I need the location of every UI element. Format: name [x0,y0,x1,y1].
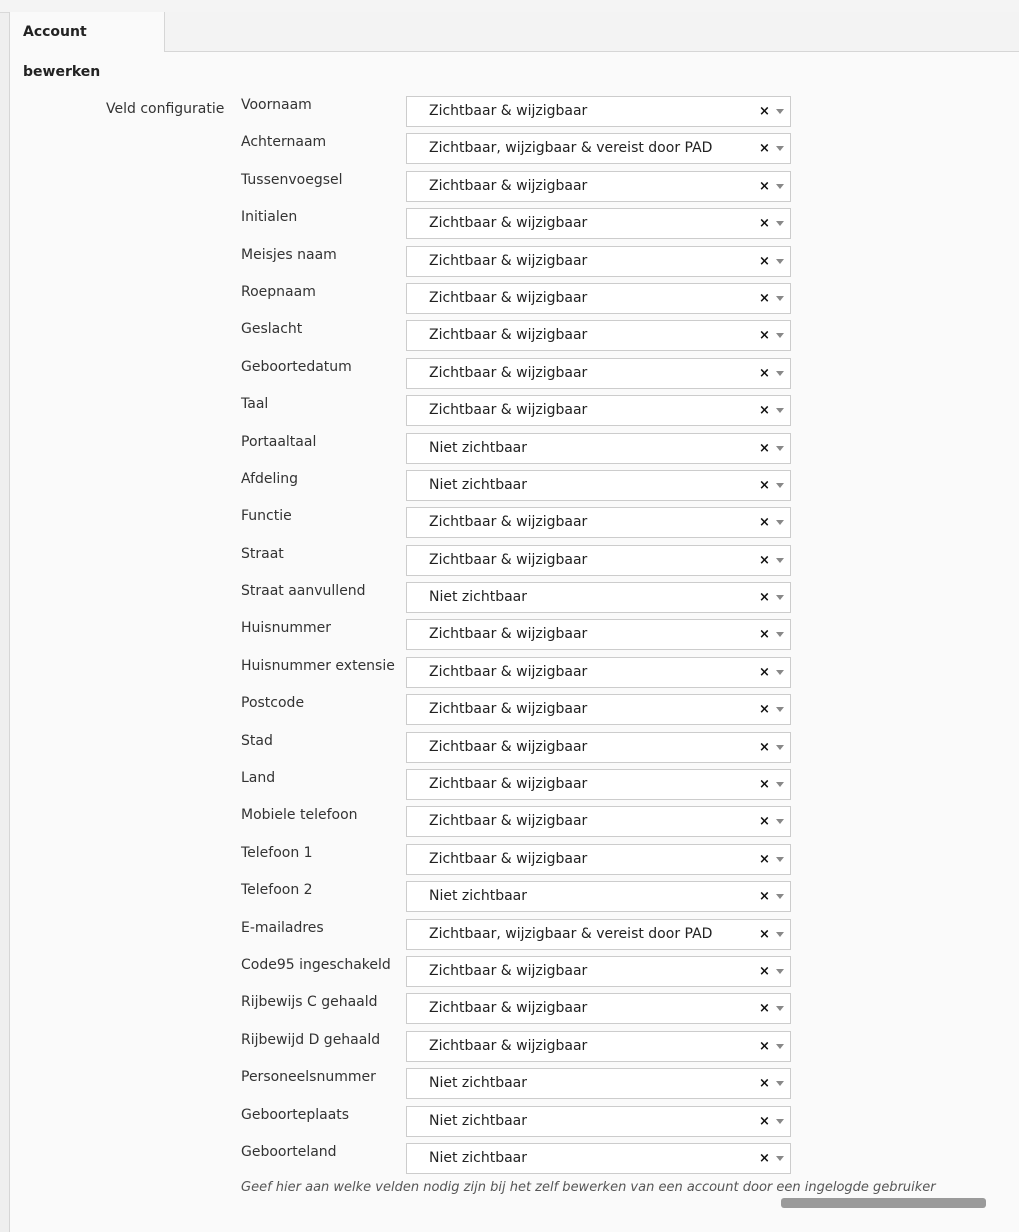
field-row-straat-aanvullend [241,582,801,619]
close-icon[interactable]: × [759,178,770,194]
chevron-down-icon[interactable] [776,1044,784,1049]
close-icon[interactable]: × [759,290,770,306]
visibility-select-stad[interactable] [406,732,791,763]
visibility-select-meisjes-naam[interactable] [406,246,791,277]
field-row-e-mailadres [241,919,801,956]
field-row-telefoon-2 [241,881,801,918]
field-row-functie [241,507,801,544]
field-row-stad [241,732,801,769]
field-label: Straat [241,545,284,562]
visibility-select-geboorteland[interactable] [406,1143,791,1174]
field-label: E-mailadres [241,919,324,936]
close-icon[interactable]: × [759,216,770,232]
close-icon[interactable]: × [759,141,770,157]
chevron-down-icon[interactable] [776,184,784,189]
field-label: Tussenvoegsel [241,171,343,188]
chevron-down-icon[interactable] [776,595,784,600]
field-label: Afdeling [241,470,299,487]
close-icon[interactable]: × [759,963,770,979]
field-row-huisnummer-extensie [241,657,801,694]
select-value: Niet zichtbaar [429,888,528,905]
field-row-initialen [241,208,801,245]
field-label: Taal [241,396,269,413]
field-label: Portaaltaal [241,433,317,450]
close-icon[interactable]: × [759,664,770,680]
visibility-select-taal[interactable] [406,395,791,426]
field-row-straat [241,545,801,582]
select-value: Niet zichtbaar [429,476,528,493]
select-value: Zichtbaar & wijzigbaar [429,215,588,232]
visibility-select-tussenvoegsel[interactable] [406,171,791,202]
visibility-select-roepnaam[interactable] [406,283,791,314]
close-icon[interactable]: × [759,926,770,942]
field-row-postcode [241,694,801,731]
chevron-down-icon[interactable] [776,146,784,151]
field-label: Roepnaam [241,283,316,300]
close-icon[interactable]: × [759,702,770,718]
field-label: Huisnummer [241,620,331,637]
close-icon[interactable]: × [759,515,770,531]
chevron-down-icon[interactable] [776,745,784,750]
select-value: Zichtbaar & wijzigbaar [429,850,588,867]
select-value: Zichtbaar & wijzigbaar [429,551,588,568]
close-icon[interactable]: × [759,403,770,419]
field-row-roepnaam [241,283,801,320]
visibility-select-e-mailadres[interactable] [406,919,791,950]
select-value: Zichtbaar, wijzigbaar & vereist door PAD [429,140,713,157]
field-row-geboortedatum [241,358,801,395]
chevron-down-icon[interactable] [776,221,784,226]
field-row-rijbewijs-c-gehaald [241,993,801,1030]
close-icon[interactable]: × [759,104,770,119]
field-label: Huisnummer extensie [241,657,395,674]
select-value: Niet zichtbaar [429,1112,528,1129]
close-icon[interactable]: × [759,477,770,493]
visibility-select-huisnummer-extensie[interactable] [406,657,791,688]
visibility-select-geboorteplaats[interactable] [406,1106,791,1137]
help-text: Geef hier aan welke velden nodig zijn bij het zelf bewerken van een account door een ingelogde gebruiker [241,1180,936,1195]
field-label: Code95 ingeschakeld [241,956,391,973]
close-icon[interactable]: × [759,253,770,269]
select-value: Zichtbaar & wijzigbaar [429,962,588,979]
close-icon[interactable]: × [759,1001,770,1017]
chevron-down-icon[interactable] [776,483,784,488]
close-icon[interactable]: × [759,1150,770,1166]
field-row-voornaam [241,96,801,133]
select-value: Niet zichtbaar [429,1149,528,1166]
visibility-select-geslacht[interactable] [406,320,791,351]
field-label: Stad [241,732,273,749]
field-label: Telefoon 2 [241,882,313,899]
field-label: Geboortedatum [241,358,352,375]
visibility-select-voornaam[interactable] [406,96,791,127]
close-icon[interactable]: × [759,1113,770,1129]
field-label: Land [241,770,276,787]
field-label: Geboorteland [241,1143,337,1160]
field-row-telefoon-1 [241,844,801,881]
select-value: Zichtbaar & wijzigbaar [429,738,588,755]
select-value: Zichtbaar & wijzigbaar [429,289,588,306]
field-label: Achternaam [241,134,327,151]
select-value: Zichtbaar & wijzigbaar [429,402,588,419]
close-icon[interactable]: × [759,889,770,905]
select-value: Zichtbaar & wijzigbaar [429,177,588,194]
field-row-tussenvoegsel [241,171,801,208]
chevron-down-icon[interactable] [776,109,784,114]
field-label: Functie [241,508,292,525]
field-label: Rijbewijs C gehaald [241,994,378,1011]
field-row-geboorteplaats [241,1106,801,1143]
select-value: Zichtbaar & wijzigbaar [429,663,588,680]
select-value: Zichtbaar & wijzigbaar [429,364,588,381]
field-row-geboorteland [241,1143,801,1180]
visibility-select-postcode[interactable] [406,694,791,725]
field-label: Voornaam [241,97,312,113]
visibility-select-initialen[interactable] [406,208,791,239]
chevron-down-icon[interactable] [776,894,784,899]
close-icon[interactable]: × [759,552,770,568]
field-label: Meisjes naam [241,246,337,263]
visibility-select-mobiele-telefoon[interactable] [406,806,791,837]
chevron-down-icon[interactable] [776,520,784,525]
chevron-down-icon[interactable] [776,558,784,563]
chevron-down-icon[interactable] [776,333,784,338]
close-icon[interactable]: × [759,851,770,867]
chevron-down-icon[interactable] [776,670,784,675]
field-row-code95-ingeschakeld [241,956,801,993]
tab-account-bewerken[interactable]: Account bewerken [10,12,165,52]
chevron-down-icon[interactable] [776,259,784,264]
visibility-select-geboortedatum[interactable] [406,358,791,389]
chevron-down-icon[interactable] [776,1156,784,1161]
select-value: Niet zichtbaar [429,589,528,606]
chevron-down-icon[interactable] [776,1006,784,1011]
close-icon[interactable]: × [759,328,770,344]
field-label: Straat aanvullend [241,583,366,600]
visibility-select-functie[interactable] [406,507,791,538]
visibility-select-rijbewijs-c-gehaald[interactable] [406,993,791,1024]
visibility-select-rijbewijd-d-gehaald[interactable] [406,1031,791,1062]
chevron-down-icon[interactable] [776,446,784,451]
visibility-select-telefoon-1[interactable] [406,844,791,875]
visibility-select-code95-ingeschakeld[interactable] [406,956,791,987]
chevron-down-icon[interactable] [776,296,784,301]
select-value: Zichtbaar & wijzigbaar [429,626,588,643]
select-value: Zichtbaar & wijzigbaar [429,813,588,830]
field-row-rijbewijd-d-gehaald [241,1031,801,1068]
section-label-veld-configuratie: Veld configuratie [106,101,225,117]
select-value: Zichtbaar & wijzigbaar [429,514,588,531]
field-row-personeelsnummer [241,1068,801,1105]
field-row-meisjes-naam [241,246,801,283]
visibility-select-land[interactable] [406,769,791,800]
close-icon[interactable]: × [759,590,770,606]
visibility-select-telefoon-2[interactable] [406,881,791,912]
field-row-mobiele-telefoon [241,806,801,843]
select-value: Zichtbaar & wijzigbaar [429,327,588,344]
chevron-down-icon[interactable] [776,932,784,937]
visibility-select-huisnummer[interactable] [406,619,791,650]
field-row-taal [241,395,801,432]
chevron-down-icon[interactable] [776,632,784,637]
field-label: Mobiele telefoon [241,807,358,824]
field-label: Rijbewijd D gehaald [241,1031,381,1048]
field-row-huisnummer [241,619,801,656]
select-value: Zichtbaar & wijzigbaar [429,1000,588,1017]
footer-badge [781,1198,986,1208]
select-value: Zichtbaar & wijzigbaar [429,103,588,119]
visibility-select-afdeling[interactable] [406,470,791,501]
close-icon[interactable]: × [759,1038,770,1054]
close-icon[interactable]: × [759,814,770,830]
field-row-geslacht [241,320,801,357]
visibility-select-portaaltaal[interactable] [406,433,791,464]
chevron-down-icon[interactable] [776,969,784,974]
field-configuration-list [241,96,801,1180]
field-label: Telefoon 1 [241,844,313,861]
field-row-achternaam [241,133,801,170]
chevron-down-icon[interactable] [776,1081,784,1086]
select-value: Zichtbaar & wijzigbaar [429,1037,588,1054]
tab-bar [10,12,1019,80]
chevron-down-icon[interactable] [776,819,784,824]
field-label: Geboorteplaats [241,1106,350,1123]
field-label: Initialen [241,209,298,226]
close-icon[interactable]: × [759,440,770,456]
close-icon[interactable]: × [759,777,770,793]
visibility-select-straat[interactable] [406,545,791,576]
visibility-select-straat-aanvullend[interactable] [406,582,791,613]
field-label: Personeelsnummer [241,1069,376,1086]
close-icon[interactable]: × [759,1076,770,1092]
field-row-afdeling [241,470,801,507]
chevron-down-icon[interactable] [776,707,784,712]
visibility-select-personeelsnummer[interactable] [406,1068,791,1099]
select-value: Zichtbaar & wijzigbaar [429,252,588,269]
select-value: Zichtbaar & wijzigbaar [429,776,588,793]
select-value: Zichtbaar & wijzigbaar [429,701,588,718]
close-icon[interactable]: × [759,627,770,643]
chevron-down-icon[interactable] [776,1119,784,1124]
field-label: Geslacht [241,321,303,338]
visibility-select-achternaam[interactable] [406,133,791,164]
field-row-land [241,769,801,806]
close-icon[interactable]: × [759,365,770,381]
select-value: Niet zichtbaar [429,439,528,456]
select-value: Niet zichtbaar [429,1075,528,1092]
chevron-down-icon[interactable] [776,408,784,413]
chevron-down-icon[interactable] [776,371,784,376]
select-value: Zichtbaar, wijzigbaar & vereist door PAD [429,925,713,942]
chevron-down-icon[interactable] [776,857,784,862]
chevron-down-icon[interactable] [776,782,784,787]
close-icon[interactable]: × [759,739,770,755]
field-label: Postcode [241,695,305,712]
field-row-portaaltaal [241,433,801,470]
